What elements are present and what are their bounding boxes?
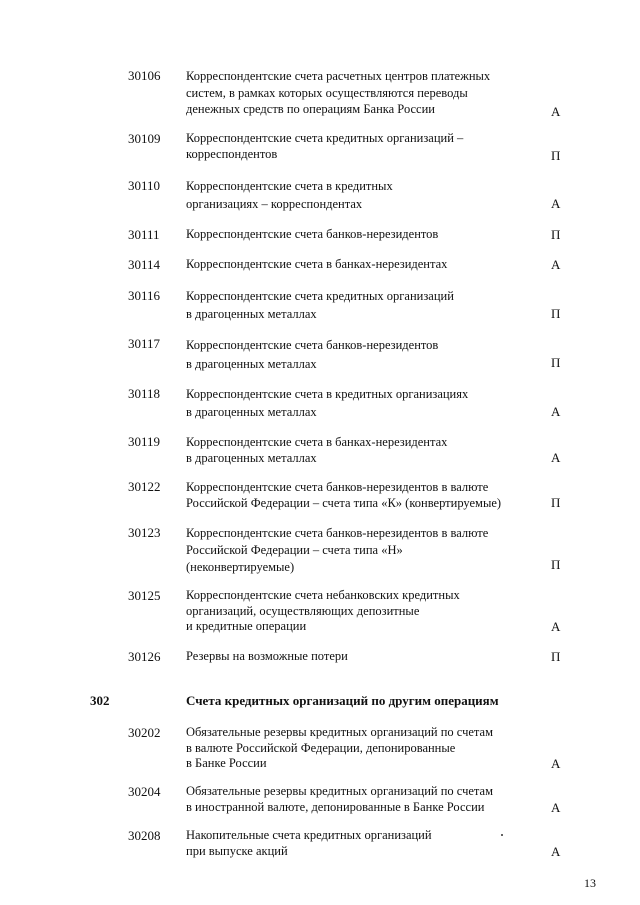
account-code: 30118 xyxy=(128,386,161,401)
account-code: 30119 xyxy=(128,434,161,449)
account-code: 30111 xyxy=(128,227,160,242)
account-code: 30109 xyxy=(128,131,161,146)
account-code: 30208 xyxy=(128,828,161,843)
account-description: Корреспондентские счета банков-нерезидентов в валюте Российской Федерации – счета типа «Н» (неконвертируемые) xyxy=(186,526,489,574)
account-type: А xyxy=(551,844,561,859)
account-type: А xyxy=(551,196,561,211)
account-description: Резервы на возможные потери xyxy=(186,649,348,663)
account-code: 30114 xyxy=(128,257,161,272)
account-code: 30122 xyxy=(128,479,161,494)
account-description: Обязательные резервы кредитных организаций по счетам в иностранной валюте, депонированные в Банке России xyxy=(186,784,493,814)
account-description: Корреспондентские счета в кредитных организациях в драгоценных металлах xyxy=(186,387,469,419)
account-code: 30123 xyxy=(128,525,161,540)
account-type: П xyxy=(551,306,561,321)
account-code: 30204 xyxy=(128,784,161,799)
account-description: Корреспондентские счета небанковских кредитных организаций, осуществляющих депозитные и кредитные операции xyxy=(186,588,460,633)
account-type: П xyxy=(551,227,561,242)
section-title: Счета кредитных организаций по другим операциям xyxy=(186,693,499,708)
account-type: А xyxy=(551,619,561,634)
account-description: Корреспондентские счета расчетных центров платежных систем, в рамках которых осуществляются переводы денежных средств по операциям Банка России xyxy=(186,69,491,116)
account-code: 30126 xyxy=(128,649,161,664)
page-number: 13 xyxy=(584,876,596,890)
account-code: 30110 xyxy=(128,178,161,193)
account-code: 30125 xyxy=(128,588,161,603)
account-type: П xyxy=(551,649,561,664)
account-type: А xyxy=(551,104,561,119)
account-description: Корреспондентские счета в банках-нерезидентах в драгоценных металлах xyxy=(186,435,448,465)
account-code: 30106 xyxy=(128,68,161,83)
account-description: Накопительные счета кредитных организаций при выпуске акций xyxy=(186,828,432,858)
account-type: А xyxy=(551,404,561,419)
account-type: П xyxy=(551,557,561,572)
account-code: 30117 xyxy=(128,336,161,351)
account-type: П xyxy=(551,355,561,370)
account-description: Корреспондентские счета банков-нерезидентов xyxy=(186,227,439,241)
account-description: Корреспондентские счета кредитных организаций – корреспондентов xyxy=(186,131,464,161)
account-description: Корреспондентские счета банков-нерезидентов в валюте Российской Федерации – счета типа «К» (конвертируемые) xyxy=(186,480,502,510)
account-code: 30202 xyxy=(128,725,161,740)
account-description: Обязательные резервы кредитных организаций по счетам в валюте Российской Федерации, депонированные в Банке России xyxy=(186,725,493,770)
account-type: А xyxy=(551,450,561,465)
account-description: Корреспондентские счета кредитных организаций в драгоценных металлах xyxy=(186,289,454,321)
scan-speck xyxy=(501,834,503,836)
account-code: 30116 xyxy=(128,288,161,303)
section-code: 302 xyxy=(90,693,110,708)
account-description: Корреспондентские счета в банках-нерезидентах xyxy=(186,257,448,271)
account-type: А xyxy=(551,756,561,771)
account-type: А xyxy=(551,800,561,815)
account-description: Корреспондентские счета банков-нерезидентов в драгоценных металлах xyxy=(186,338,439,371)
account-type: П xyxy=(551,495,561,510)
account-type: П xyxy=(551,148,561,163)
account-description: Корреспондентские счета в кредитных организациях – корреспондентах xyxy=(186,179,393,211)
account-type: А xyxy=(551,257,561,272)
